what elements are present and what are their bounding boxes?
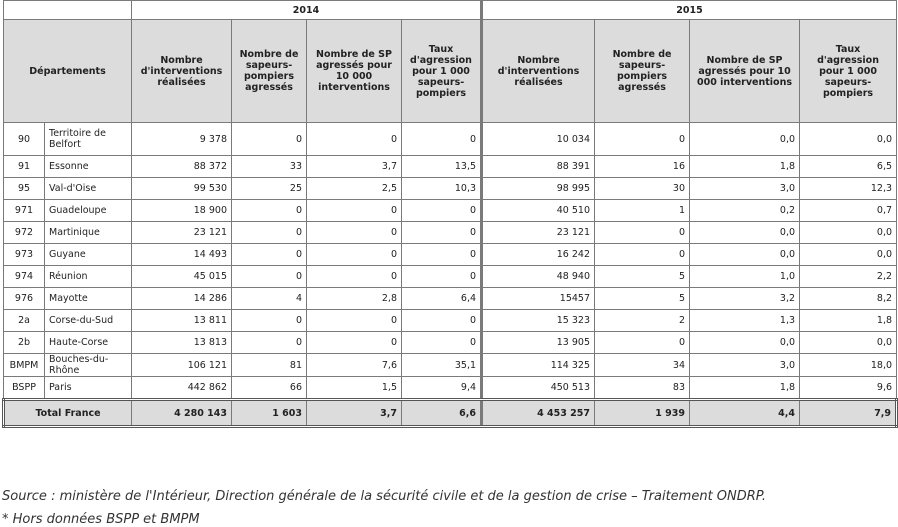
total-cell: 1 939 (595, 400, 690, 427)
department-name: Guadeloupe (45, 200, 132, 222)
department-name: Territoire de Belfort (45, 123, 132, 156)
total-cell: 1 603 (232, 400, 307, 427)
table-cell: 5 (595, 266, 690, 288)
table-cell: 0 (232, 244, 307, 266)
table-row (4, 354, 897, 377)
table-cell: 3,2 (690, 288, 800, 310)
col-per10000-2015: Nombre de SP agressés pour 10 000 interventions (690, 20, 800, 123)
department-code: BMPM (4, 354, 45, 377)
table-cell: 0 (595, 123, 690, 156)
header-corner (4, 1, 132, 20)
table-cell: 14 286 (132, 288, 232, 310)
table-cell: 0 (307, 222, 402, 244)
table-cell: 9,4 (402, 377, 482, 400)
table-cell: 0 (307, 244, 402, 266)
table-cell: 3,7 (307, 156, 402, 178)
table-cell: 0,0 (800, 244, 897, 266)
table-row (4, 332, 897, 354)
table-cell: 88 391 (482, 156, 595, 178)
table-cell: 9,6 (800, 377, 897, 400)
department-code: 95 (4, 178, 45, 200)
department-code: 2b (4, 332, 45, 354)
table-cell: 2,8 (307, 288, 402, 310)
department-code: 90 (4, 123, 45, 156)
table-cell: 0 (232, 200, 307, 222)
department-code: 976 (4, 288, 45, 310)
table-cell: 33 (232, 156, 307, 178)
table-cell: 1,3 (690, 310, 800, 332)
table-cell: 3,0 (690, 354, 800, 377)
table-cell: 16 242 (482, 244, 595, 266)
table-cell: 98 995 (482, 178, 595, 200)
total-cell: 3,7 (307, 400, 402, 427)
data-table (2, 0, 898, 428)
departments-header: Départements (4, 20, 132, 123)
table-cell: 4 (232, 288, 307, 310)
table-row (4, 178, 897, 200)
table-cell: 81 (232, 354, 307, 377)
table-cell: 1,8 (800, 310, 897, 332)
table-cell: 442 862 (132, 377, 232, 400)
table-row (4, 123, 897, 156)
table-row (4, 156, 897, 178)
total-cell: 6,6 (402, 400, 482, 427)
table-cell: 35,1 (402, 354, 482, 377)
total-cell: 4,4 (690, 400, 800, 427)
table-cell: 13 813 (132, 332, 232, 354)
table-cell: 10,3 (402, 178, 482, 200)
table-cell: 14 493 (132, 244, 232, 266)
table-cell: 0 (402, 244, 482, 266)
table-cell: 0 (232, 332, 307, 354)
col-aggressed-2014: Nombre de sapeurs-pompiers agressés (232, 20, 307, 123)
table-cell: 5 (595, 288, 690, 310)
department-name: Mayotte (45, 288, 132, 310)
table-cell: 9 378 (132, 123, 232, 156)
department-name: Martinique (45, 222, 132, 244)
table-row (4, 222, 897, 244)
table-cell: 0,0 (800, 123, 897, 156)
table-cell: 1,5 (307, 377, 402, 400)
col-per10000-2014: Nombre de SP agressés pour 10 000 interventions (307, 20, 402, 123)
table-cell: 6,4 (402, 288, 482, 310)
department-name: Bouches-du-Rhône (45, 354, 132, 377)
table-cell: 0 (232, 222, 307, 244)
department-name: Haute-Corse (45, 332, 132, 354)
table-cell: 114 325 (482, 354, 595, 377)
table-cell: 45 015 (132, 266, 232, 288)
table-cell: 0 (402, 222, 482, 244)
table-cell: 0 (595, 332, 690, 354)
table-cell: 66 (232, 377, 307, 400)
table-cell: 2 (595, 310, 690, 332)
table-cell: 0,2 (690, 200, 800, 222)
table-cell: 7,6 (307, 354, 402, 377)
table-cell: 8,2 (800, 288, 897, 310)
department-code: 971 (4, 200, 45, 222)
col-rate-2015: Taux d'agression pour 1 000 sapeurs-pompiers (800, 20, 897, 123)
total-cell: 7,9 (800, 400, 897, 427)
table-cell: 0 (595, 222, 690, 244)
table-cell: 0,0 (690, 123, 800, 156)
table-cell: 0 (402, 310, 482, 332)
total-label: Total France (4, 400, 132, 427)
table-cell: 18 900 (132, 200, 232, 222)
table-cell: 0,0 (690, 222, 800, 244)
department-name: Val-d'Oise (45, 178, 132, 200)
col-interventions-2015: Nombre d'interventions réalisées (482, 20, 595, 123)
total-cell: 4 280 143 (132, 400, 232, 427)
table-cell: 13 811 (132, 310, 232, 332)
table-row (4, 244, 897, 266)
table-cell: 1,0 (690, 266, 800, 288)
table-cell: 40 510 (482, 200, 595, 222)
table-cell: 0 (307, 310, 402, 332)
table-cell: 0,0 (800, 332, 897, 354)
table-cell: 16 (595, 156, 690, 178)
col-aggressed-2015: Nombre de sapeurs-pompiers agressés (595, 20, 690, 123)
table-cell: 0 (232, 123, 307, 156)
table-cell: 0 (307, 332, 402, 354)
table-row (4, 377, 897, 400)
table-row (4, 288, 897, 310)
table-cell: 2,2 (800, 266, 897, 288)
source-note: Source : ministère de l'Intérieur, Direction générale de la sécurité civile et de la gestion de crise – Traitement ONDRP. (2, 489, 766, 504)
table-cell: 25 (232, 178, 307, 200)
department-name: Paris (45, 377, 132, 400)
table-cell: 6,5 (800, 156, 897, 178)
table-row (4, 266, 897, 288)
footnote: * Hors données BSPP et BMPM (2, 512, 200, 527)
table-row (4, 200, 897, 222)
table-cell: 10 034 (482, 123, 595, 156)
table-cell: 0,7 (800, 200, 897, 222)
table-cell: 0,0 (690, 244, 800, 266)
table-cell: 48 940 (482, 266, 595, 288)
table-cell: 0 (595, 244, 690, 266)
table-cell: 99 530 (132, 178, 232, 200)
total-row (4, 400, 897, 427)
table-cell: 0 (307, 266, 402, 288)
department-name: Réunion (45, 266, 132, 288)
col-rate-2014: Taux d'agression pour 1 000 sapeurs-pompiers (402, 20, 482, 123)
table-cell: 13,5 (402, 156, 482, 178)
table-row (4, 310, 897, 332)
table-cell: 15457 (482, 288, 595, 310)
table-cell: 1 (595, 200, 690, 222)
table-cell: 18,0 (800, 354, 897, 377)
year-2014-header: 2014 (132, 1, 482, 20)
department-code: 972 (4, 222, 45, 244)
table-cell: 450 513 (482, 377, 595, 400)
department-code: BSPP (4, 377, 45, 400)
table-cell: 0 (402, 332, 482, 354)
table-cell: 30 (595, 178, 690, 200)
department-name: Essonne (45, 156, 132, 178)
department-code: 974 (4, 266, 45, 288)
table-cell: 0 (232, 310, 307, 332)
table-cell: 88 372 (132, 156, 232, 178)
table-cell: 1,8 (690, 377, 800, 400)
table-cell: 0 (307, 123, 402, 156)
department-code: 91 (4, 156, 45, 178)
total-cell: 4 453 257 (482, 400, 595, 427)
table-cell: 34 (595, 354, 690, 377)
department-name: Corse-du-Sud (45, 310, 132, 332)
table-cell: 0 (402, 123, 482, 156)
table-cell: 0,0 (690, 332, 800, 354)
table-cell: 23 121 (482, 222, 595, 244)
table-cell: 15 323 (482, 310, 595, 332)
department-code: 973 (4, 244, 45, 266)
table-cell: 83 (595, 377, 690, 400)
table-cell: 0 (307, 200, 402, 222)
table-cell: 13 905 (482, 332, 595, 354)
table-cell: 1,8 (690, 156, 800, 178)
table-cell: 0 (232, 266, 307, 288)
table-cell: 0,0 (800, 222, 897, 244)
table-cell: 0 (402, 266, 482, 288)
table-cell: 0 (402, 200, 482, 222)
col-interventions-2014: Nombre d'interventions réalisées (132, 20, 232, 123)
table-cell: 106 121 (132, 354, 232, 377)
department-name: Guyane (45, 244, 132, 266)
year-2015-header: 2015 (482, 1, 897, 20)
table-cell: 12,3 (800, 178, 897, 200)
department-code: 2a (4, 310, 45, 332)
table-cell: 2,5 (307, 178, 402, 200)
table-cell: 3,0 (690, 178, 800, 200)
table-cell: 23 121 (132, 222, 232, 244)
